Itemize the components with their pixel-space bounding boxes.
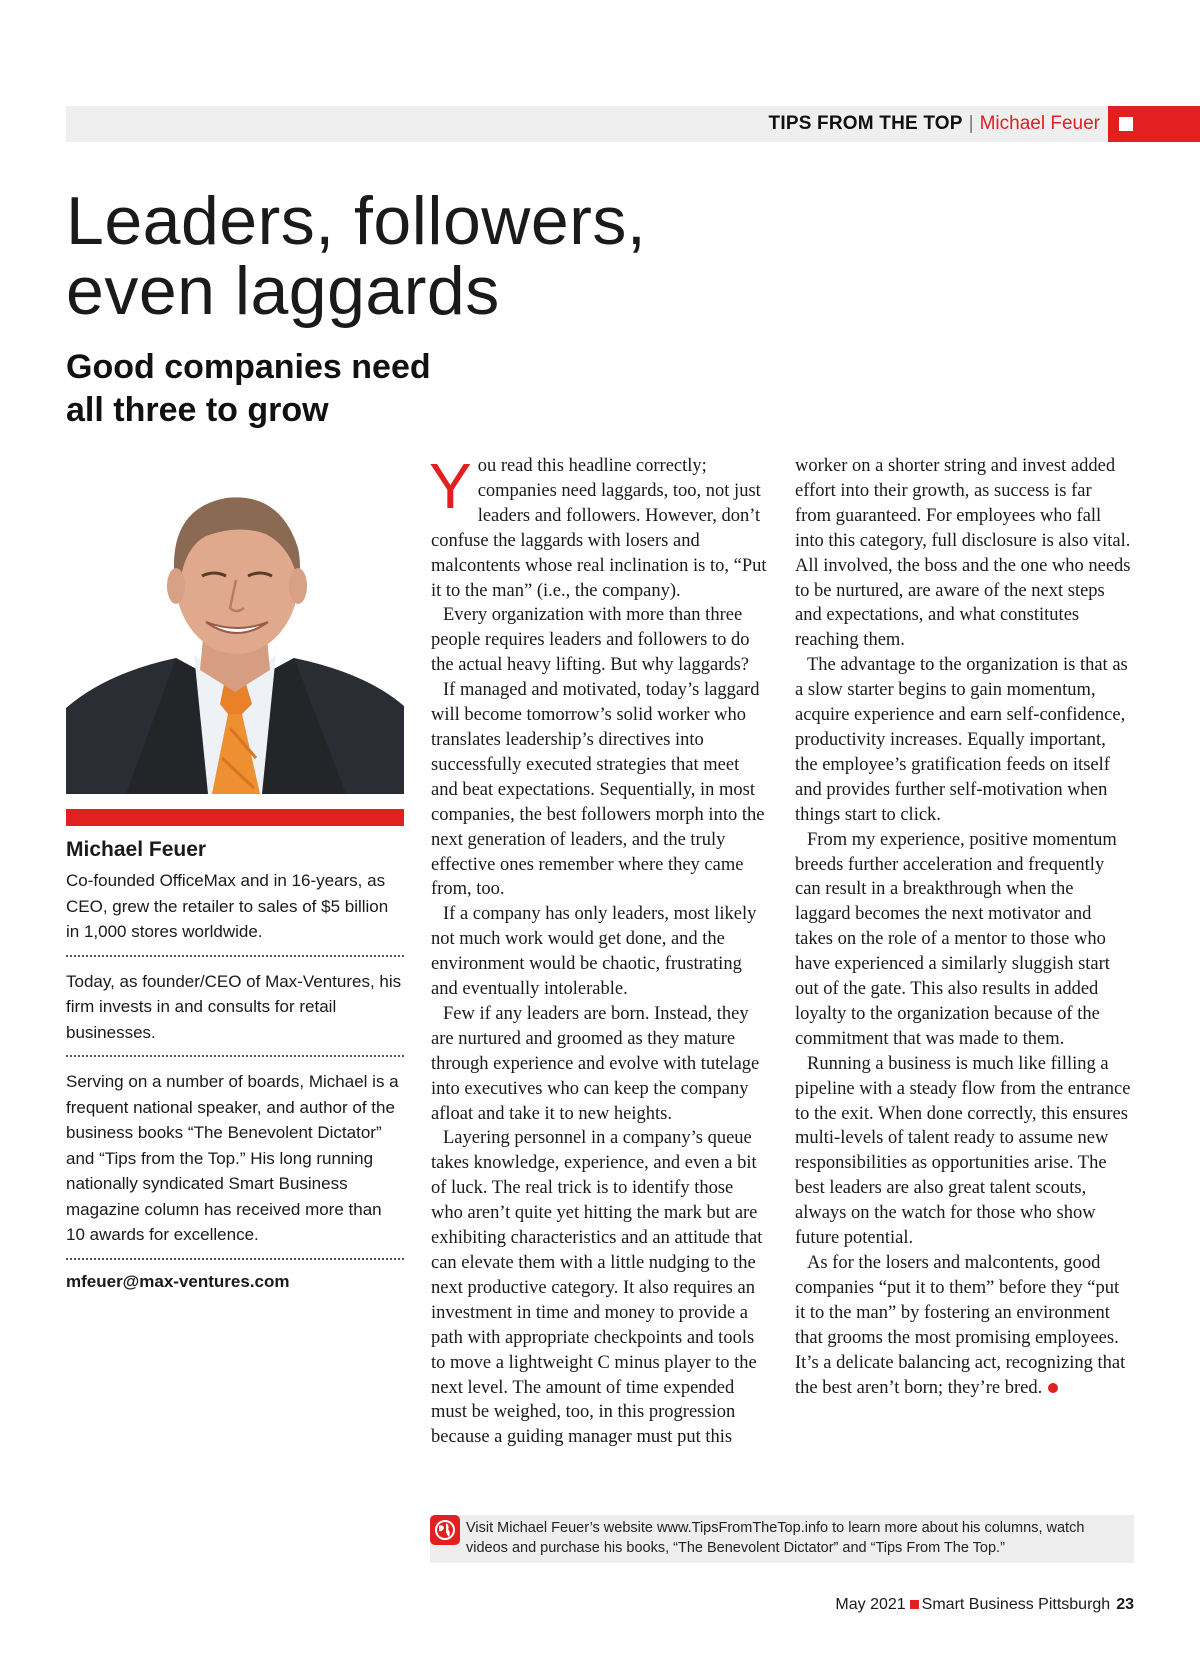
article-column-1 xyxy=(429,450,768,1450)
white-square-icon xyxy=(1119,117,1133,131)
footer-date: May 2021 xyxy=(835,1596,906,1613)
headline-line-2: even laggards xyxy=(66,253,500,329)
footer-publication: Smart Business Pittsburgh xyxy=(921,1596,1111,1613)
bio-divider xyxy=(66,1055,404,1057)
paragraph-text: ou read this headline correctly; companies need laggards, too, not just leaders and followers. However, don’t confuse the laggards with losers and malcontents whose real inclination is to, “Put it to the man” (i.e., the company). xyxy=(431,456,767,601)
headline-line-1: Leaders, followers, xyxy=(66,183,647,259)
bio-paragraph-2: Today, as founder/CEO of Max-Ventures, his firm invests in and consults for retail businesses. xyxy=(66,971,402,1042)
article-paragraph xyxy=(429,450,768,603)
article-paragraph: From my experience, positive momentum breeds further acceleration and frequently can result in a breakthrough when the laggard becomes the next motivator and takes on the role of a mentor to those who have experienced a similarly sluggish start out of the gate. This also results in added loyalty to the organization because of the commitment that was made to them. xyxy=(795,829,1117,1049)
red-dot-icon xyxy=(1048,1383,1058,1393)
section-name: TIPS FROM THE TOP xyxy=(768,113,963,134)
red-square-icon xyxy=(910,1600,919,1609)
article-paragraph xyxy=(795,1251,1132,1400)
article-paragraph: If a company has only leaders, most likely not much work would get done, and the environment would be chaotic, frustrating and eventually intolerable. xyxy=(431,904,757,1000)
subhead-line-2: all three to grow xyxy=(66,391,329,429)
author-bio xyxy=(66,838,404,1292)
bio-name: Michael Feuer xyxy=(66,838,207,861)
article-paragraph: Layering personnel in a company’s queue takes knowledge, experience, and even a bit of luck. The real trick is to identify those who aren’t quite yet hitting the mark but are exhibiting characteristics and an attitude that can elevate them with a little nudging to the next productive category. It also requires an investment in time and money to provide a path with appropriate checkpoints and tools to move a lightweight C minus player to the next level. The amount of time expended must be weighed, too, in this progression because a guiding manager must put this xyxy=(431,1128,763,1448)
header-author: Michael Feuer xyxy=(979,113,1100,134)
article-paragraph: worker on a shorter string and invest added effort into their growth, as success is far from guaranteed. For employees who fall into this category, full disclosure is also vital. All involved, the boss and the one who needs to be nurtured, are aware of the next steps and expectations, and what constitutes reaching them. xyxy=(795,456,1131,651)
author-photo xyxy=(66,458,404,794)
photo-accent-bar xyxy=(66,809,404,826)
drop-cap: Y xyxy=(429,450,472,522)
visit-text: Visit Michael Feuer’s website www.TipsFromTheTop.info to learn more about his columns, watch videos and purchase his books, “The Benevolent Dictator” and “Tips From The Top.” xyxy=(466,1520,1085,1556)
article-paragraph: Every organization with more than three people requires leaders and followers to do the actual heavy lifting. But why laggards? xyxy=(431,605,750,676)
subheadline xyxy=(66,346,526,432)
globe-icon xyxy=(430,1515,460,1545)
bio-paragraph-3: Serving on a number of boards, Michael is a frequent national speaker, and author of the business books “The Benevolent Dictator” and “Tips from the Top.” His long running nationally syndicated Smart Business magazine column has received more than 10 awards for excellence. xyxy=(66,1072,399,1244)
bio-divider xyxy=(66,955,404,957)
article-column-2 xyxy=(795,454,1132,1400)
bio-email[interactable]: mfeuer@max-ventures.com xyxy=(66,1271,290,1291)
headline xyxy=(66,183,766,329)
header-label xyxy=(769,106,1100,142)
page-number: 23 xyxy=(1116,1596,1134,1613)
article-paragraph: Running a business is much like filling a pipeline with a steady flow from the entrance to the exit. When done correctly, this ensures multi-levels of talent ready to assume new responsibilities as opportunities arise. The best leaders are also great talent scouts, always on the watch for those who show future potential. xyxy=(795,1053,1131,1249)
header-separator: | xyxy=(968,113,974,134)
subhead-line-1: Good companies need xyxy=(66,348,431,386)
bio-divider xyxy=(66,1258,404,1260)
header-bar xyxy=(66,106,1200,142)
paragraph-text: As for the losers and malcontents, good companies “put it to them” before they “put it to the man” by fostering an environment that grooms the most promising employees. It’s a delicate balancing act, recognizing that the best aren’t born; they’re bred. xyxy=(795,1253,1126,1398)
article-paragraph: The advantage to the organization is that as a slow starter begins to gain momentum, acquire experience and earn self-confidence, productivity increases. Equally important, the employee’s gratification feeds on itself and provides further self-motivation when things start to click. xyxy=(795,655,1128,825)
article-paragraph: Few if any leaders are born. Instead, they are nurtured and groomed as they mature through experience and evolve with tutelage into executives who can keep the company afloat and take it to new heights. xyxy=(431,1003,760,1124)
article-paragraph: If managed and motivated, today’s laggard will become tomorrow’s solid worker who translates leadership’s directives into successfully executed strategies that meet and beat expectations. Sequentially, in most companies, the best followers morph into the next generation of leaders, and the truly effective ones remember where they came from, too. xyxy=(431,680,765,900)
page-footer xyxy=(835,1596,1134,1614)
bio-paragraph-1: Co-founded OfficeMax and in 16-years, as CEO, grew the retailer to sales of $5 billion in 1,000 stores worldwide. xyxy=(66,871,389,941)
